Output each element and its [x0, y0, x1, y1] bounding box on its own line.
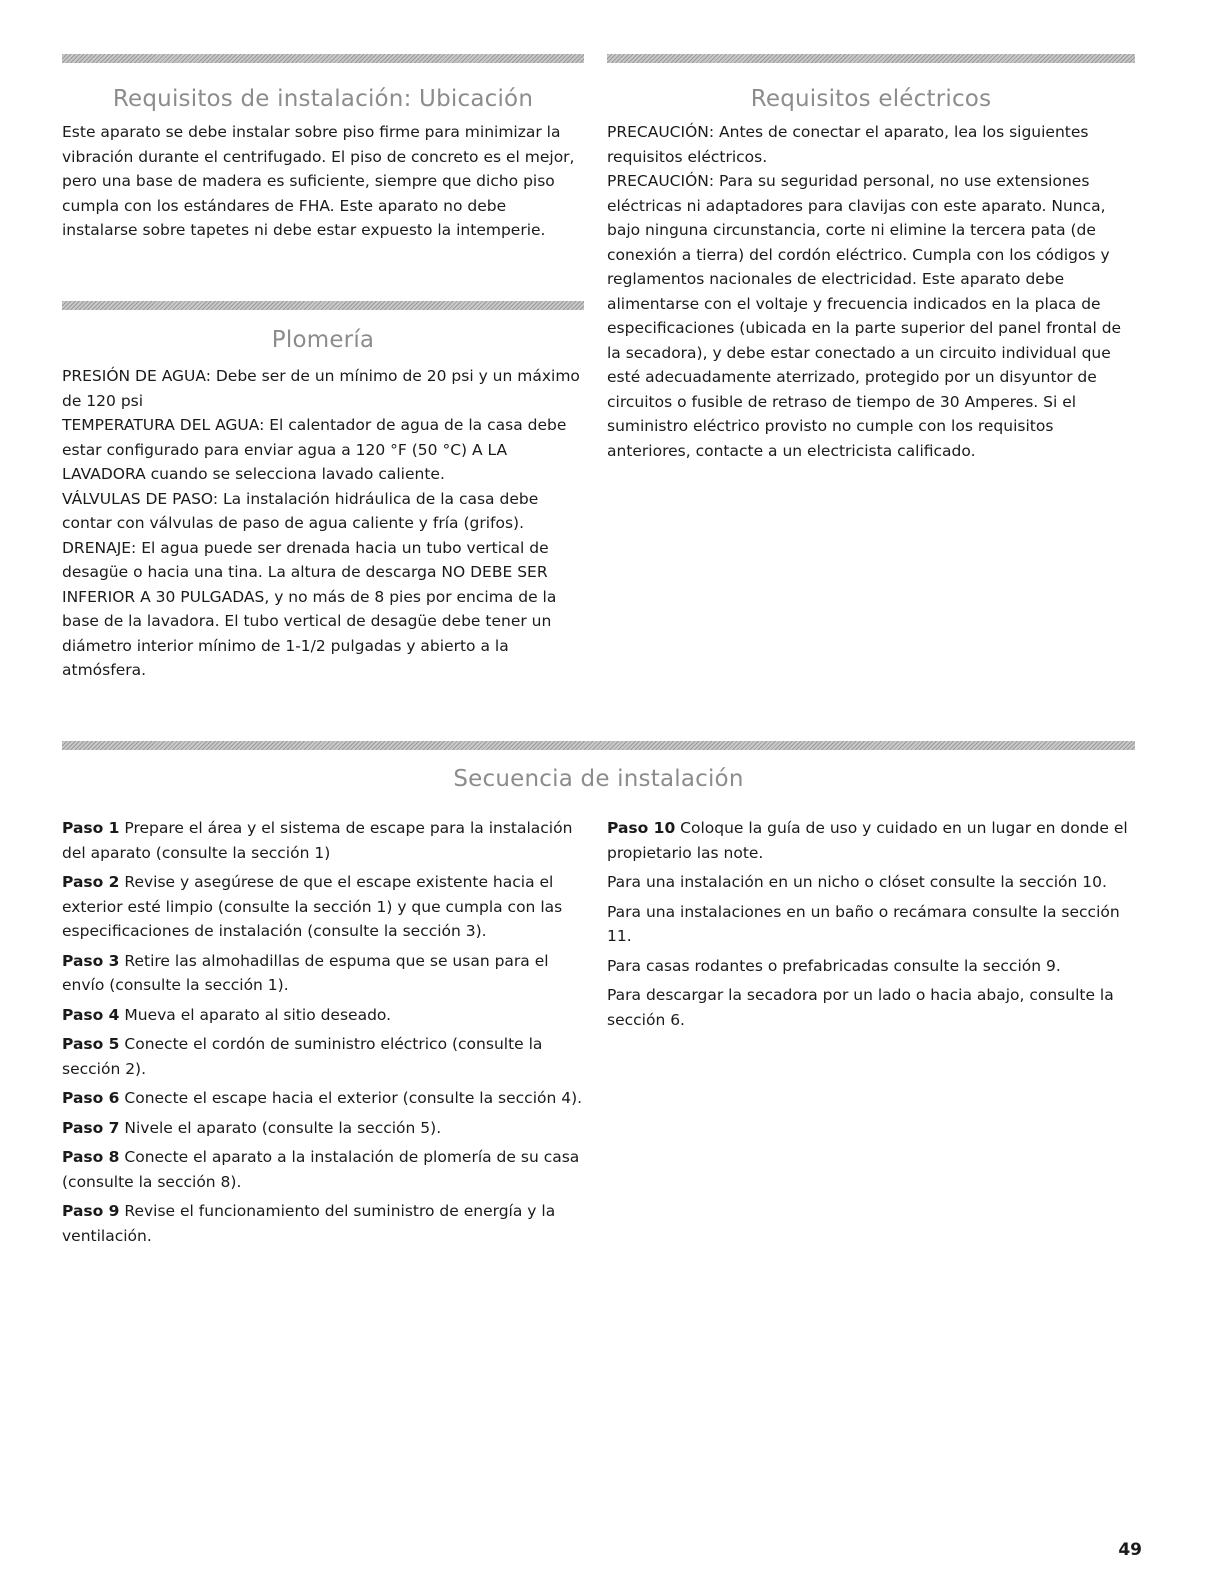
sequence-steps-left	[62, 816, 584, 1253]
step-text: Retire las almohadillas de espuma que se usan para el envío (consulte la sección 1).	[62, 951, 549, 994]
step-text: Conecte el cordón de suministro eléctrico (consulte la sección 2).	[62, 1035, 543, 1078]
sequence-step	[62, 1003, 584, 1028]
plumbing-drain: DRENAJE: El agua puede ser drenada hacia un tubo vertical de desagüe o hacia una tina. La altura de descarga NO DEBE SER INFERIOR A 30 PULGADAS, y no más de 8 pies por encima de la base de la lavadora. El tubo vertical de desagüe debe tener un diámetro interior mínimo de 1-1/2 pulgadas y abierto a la atmósfera.	[62, 538, 557, 679]
step-text: Prepare el área y el sistema de escape para la instalación del aparato (consulte la sección 1)	[62, 819, 573, 862]
electrical-body	[607, 120, 1135, 463]
sequence-step	[62, 816, 584, 865]
plumbing-water-temperature: TEMPERATURA DEL AGUA: El calentador de agua de la casa debe estar configurado para enviar agua a 120 °F (50 °C) A LA LAVADORA cuando se selecciona lavado caliente.	[62, 416, 567, 483]
sequence-step	[62, 1086, 584, 1111]
sequence-steps-right	[607, 816, 1135, 1037]
sequence-note: Para una instalaciones en un baño o recámara consulte la sección 11.	[607, 902, 1120, 945]
electrical-heading: Requisitos eléctricos	[750, 86, 992, 112]
step-text: Mueva el aparato al sitio deseado.	[119, 1005, 392, 1024]
location-body	[62, 120, 584, 243]
section-divider-location	[62, 54, 584, 63]
plumbing-heading: Plomería	[271, 327, 375, 353]
sequence-note: Para una instalación en un nicho o clóset consulte la sección 10.	[607, 873, 1107, 891]
sequence-note: Para descargar la secadora por un lado o hacia abajo, consulte la sección 6.	[607, 986, 1114, 1029]
section-divider-plumbing	[62, 301, 584, 310]
plumbing-water-pressure: PRESIÓN DE AGUA: Debe ser de un mínimo de 20 psi y un máximo de 120 psi	[62, 367, 580, 410]
step-label: Paso 5	[62, 1035, 120, 1053]
step-text: Revise y asegúrese de que el escape existente hacia el exterior esté limpio (consulte la sección 1) y que cumpla con las especificaciones de instalación (consulte la sección 3).	[62, 873, 563, 940]
step-label: Paso 6	[62, 1089, 120, 1107]
step-label: Paso 3	[62, 951, 120, 970]
step-label: Paso 1	[62, 819, 120, 837]
sequence-note: Para casas rodantes o prefabricadas consulte la sección 9.	[607, 956, 1061, 975]
sequence-step	[62, 1199, 584, 1248]
step-text: Conecte el aparato a la instalación de plomería de su casa (consulte la sección 8).	[62, 1148, 580, 1191]
section-divider-sequence	[62, 741, 1135, 750]
sequence-step	[62, 1145, 584, 1194]
sequence-step	[62, 949, 584, 998]
section-divider-electrical	[607, 54, 1135, 63]
electrical-caution-2: PRECAUCIÓN: Para su seguridad personal, no use extensiones eléctricas ni adaptadores para clavijas con este aparato. Nunca, bajo ninguna circunstancia, corte ni elimine la tercera pata (de conexión a tierra) del cordón eléctrico. Cumpla con los códigos y reglamentos nacionales de electricidad. Este aparato debe alimentarse con el voltaje y frecuencia indicados en la placa de especificaciones (ubicada en la parte superior del panel frontal de la secadora), y debe estar conectado a un circuito individual que esté adecuadamente aterrizado, protegido por un disyuntor de circuitos o fusible de retraso de tiempo de 30 Amperes. Si el suministro eléctrico provisto no cumple con los requisitos anteriores, contacte a un electricista calificado.	[607, 172, 1122, 460]
sequence-step	[607, 816, 1135, 865]
location-heading: Requisitos de instalación: Ubicación	[112, 86, 534, 112]
step-text: Revise el funcionamiento del suministro de energía y la ventilación.	[62, 1202, 556, 1245]
sequence-step	[62, 870, 584, 944]
step-label: Paso 9	[62, 1202, 120, 1220]
step-label: Paso 2	[62, 873, 120, 891]
sequence-step	[62, 1032, 584, 1081]
plumbing-body	[62, 364, 584, 683]
step-label: Paso 10	[607, 819, 676, 837]
step-text: Conecte el escape hacia el exterior (consulte la sección 4).	[119, 1089, 583, 1107]
step-label: Paso 8	[62, 1148, 120, 1166]
location-paragraph: Este aparato se debe instalar sobre piso firme para minimizar la vibración durante el centrifugado. El piso de concreto es el mejor, pero una base de madera es suficiente, siempre que dicho piso cumpla con los estándares de FHA. Este aparato no debe instalarse sobre tapetes ni debe estar expuesto la intemperie.	[62, 123, 575, 239]
sequence-step	[62, 1116, 584, 1141]
electrical-caution-1: PRECAUCIÓN: Antes de conectar el aparato, lea los siguientes requisitos eléctricos.	[607, 123, 1089, 166]
step-label: Paso 4	[62, 1005, 120, 1024]
plumbing-shutoff-valves: VÁLVULAS DE PASO: La instalación hidráulica de la casa debe contar con válvulas de paso de agua caliente y fría (grifos).	[62, 489, 539, 532]
page-number: 49	[1118, 1540, 1142, 1560]
step-text: Coloque la guía de uso y cuidado en un lugar en donde el propietario las note.	[607, 819, 1128, 862]
step-text: Nivele el aparato (consulte la sección 5).	[119, 1118, 442, 1137]
sequence-heading: Secuencia de instalación	[453, 766, 744, 792]
step-label: Paso 7	[62, 1118, 120, 1137]
